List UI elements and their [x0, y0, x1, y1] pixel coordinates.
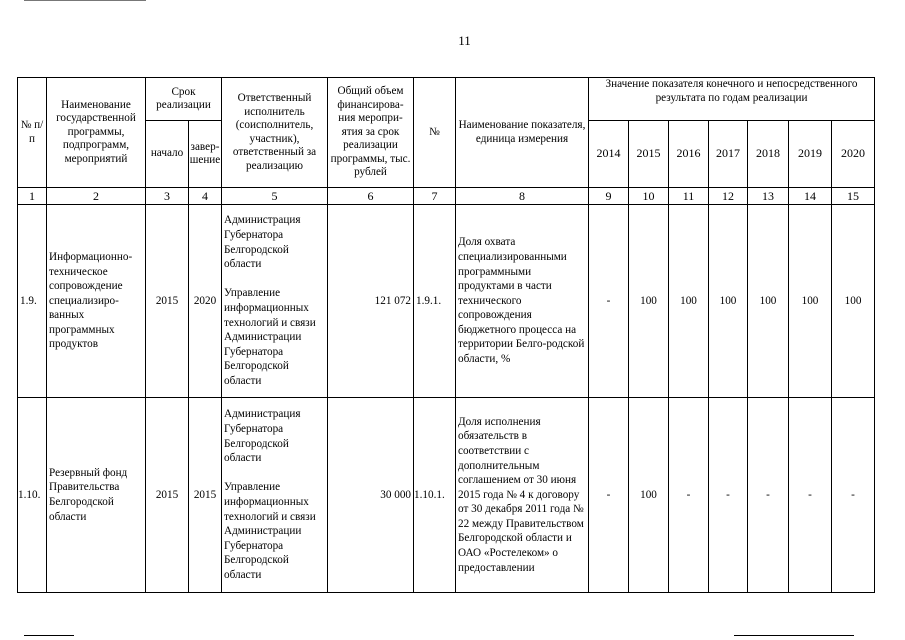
- header-values: Значение показателя конечного и непосредственного результата по годам реализации: [589, 78, 875, 121]
- header-year: 2016: [669, 121, 709, 188]
- row-start: 2015: [146, 205, 189, 398]
- row-indicator-no: 1.9.1.: [414, 205, 456, 398]
- row-num: 1.9.: [18, 205, 47, 398]
- row-value: -: [589, 205, 629, 398]
- column-number: 11: [669, 188, 709, 205]
- column-number: 15: [832, 188, 875, 205]
- column-number: 1: [18, 188, 47, 205]
- row-value: -: [709, 398, 748, 593]
- footer-rule-left: [24, 635, 74, 636]
- header-year: 2019: [789, 121, 832, 188]
- row-financing: 121 072: [328, 205, 414, 398]
- header-year: 2015: [629, 121, 669, 188]
- header-responsible: Ответственный исполнитель (соисполнитель, участник), ответственный за реализацию: [222, 78, 328, 188]
- row-value: -: [748, 398, 789, 593]
- header-financing: Общий объем финансирова-ния меропри-ятия за срок реализации программы, тыс. рублей: [328, 78, 414, 188]
- column-number-row: [18, 188, 875, 205]
- header-year: 2017: [709, 121, 748, 188]
- table-row: [18, 398, 875, 593]
- row-indicator-no: 1.10.1.: [414, 398, 456, 593]
- column-number: 12: [709, 188, 748, 205]
- row-indicator: Доля охвата специализированными программными продуктами в части технического сопровождения бюджетного процесса на территории Белго-родской области, %: [456, 205, 589, 398]
- column-number: 5: [222, 188, 328, 205]
- row-value: -: [832, 398, 875, 593]
- header-year: 2020: [832, 121, 875, 188]
- row-end: 2015: [189, 398, 222, 593]
- column-number: 2: [47, 188, 146, 205]
- top-rule: [24, 0, 146, 1]
- row-financing: 30 000: [328, 398, 414, 593]
- row-responsible: Администрация Губернатора Белгородской области Управление информационных технологий и связи Администрации Губернатора Белгородской области: [222, 205, 328, 398]
- column-number: 7: [414, 188, 456, 205]
- header-name: Наименование государственной программы, подпрограмм, мероприятий: [47, 78, 146, 188]
- header-num: № п/п: [18, 78, 47, 188]
- footer-rule-right: [734, 635, 854, 636]
- column-number: 14: [789, 188, 832, 205]
- column-number: 3: [146, 188, 189, 205]
- column-number: 10: [629, 188, 669, 205]
- row-name: Информационно-техническое сопровождение специализиро-ванных программных продуктов: [47, 205, 146, 398]
- row-end: 2020: [189, 205, 222, 398]
- header-end: завер-шение: [189, 121, 222, 188]
- row-name: Резервный фонд Правительства Белгородской области: [47, 398, 146, 593]
- page-number: 11: [458, 33, 471, 48]
- header-indicator-name: Наименование показателя, единица измерения: [456, 78, 589, 188]
- program-table: [17, 77, 875, 593]
- row-value: 100: [669, 205, 709, 398]
- row-value: -: [589, 398, 629, 593]
- column-number: 8: [456, 188, 589, 205]
- header-term: Срок реализации: [146, 78, 222, 121]
- row-value: 100: [629, 205, 669, 398]
- row-start: 2015: [146, 398, 189, 593]
- header-indicator-no: №: [414, 78, 456, 188]
- column-number: 13: [748, 188, 789, 205]
- row-value: -: [789, 398, 832, 593]
- column-number: 4: [189, 188, 222, 205]
- row-value: 100: [709, 205, 748, 398]
- row-num: 1.10.: [18, 398, 47, 593]
- column-number: 6: [328, 188, 414, 205]
- header-year: 2014: [589, 121, 629, 188]
- row-indicator: Доля исполнения обязательств в соответствии с дополнительным соглашением от 30 июня 2015 года № 4 к договору от 30 декабря 2011 года № 22 между Правительством Белгородской области и ОАО «Ростелеком» о предоставлении: [456, 398, 589, 593]
- row-value: 100: [748, 205, 789, 398]
- row-value: 100: [629, 398, 669, 593]
- header-start: начало: [146, 121, 189, 188]
- row-responsible: Администрация Губернатора Белгородской области Управление информационных технологий и связи Администрации Губернатора Белгородской области: [222, 398, 328, 593]
- table-row: [18, 205, 875, 398]
- row-value: 100: [789, 205, 832, 398]
- column-number: 9: [589, 188, 629, 205]
- header-year: 2018: [748, 121, 789, 188]
- row-value: 100: [832, 205, 875, 398]
- row-value: -: [669, 398, 709, 593]
